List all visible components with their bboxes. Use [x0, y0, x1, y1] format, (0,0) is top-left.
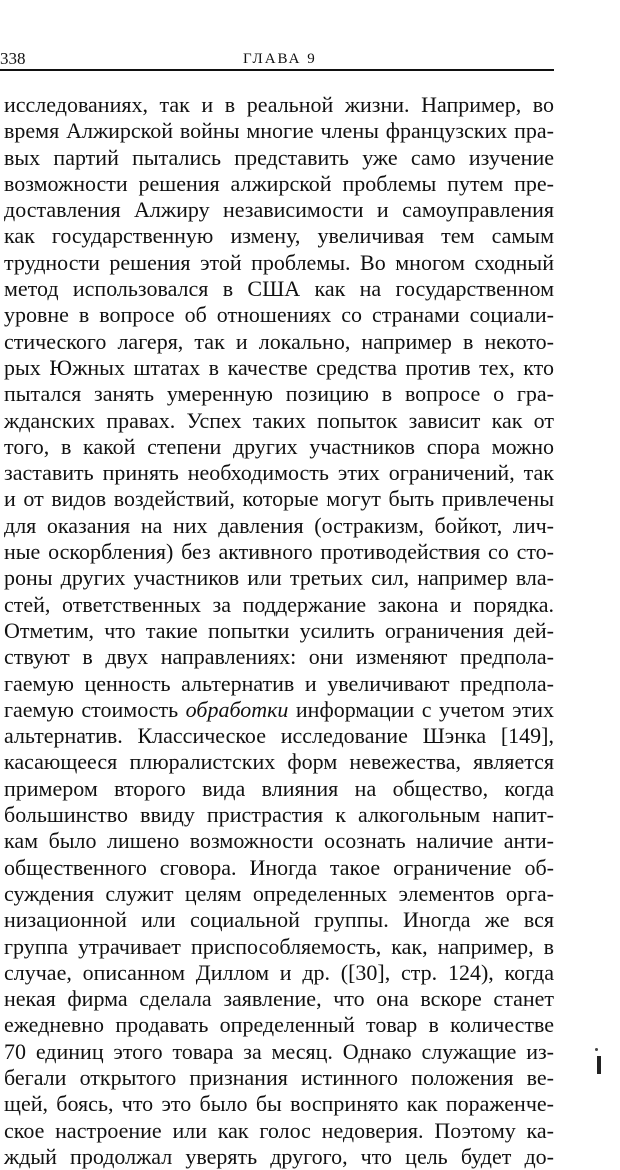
text-line: Отметим, что такие попытки усилить ограничения дей-: [4, 617, 554, 643]
text-line: заставить принять необходимость этих ограничений, так: [4, 460, 554, 486]
text-line: общественного сговора. Иногда такое ограничение об-: [4, 854, 554, 880]
header-rule: [0, 69, 554, 71]
text-line: ствуют в двух направлениях: они изменяют предпола-: [4, 644, 554, 670]
text-line: бегали открытого признания истинного положения ве-: [4, 1064, 554, 1090]
text-line: 70 единиц этого товара за месяц. Однако служащие из-: [4, 1038, 554, 1064]
text-line: и от видов воздействий, которые могут быть привлечены: [4, 486, 554, 512]
text-line: стей, ответственных за поддержание закона и порядка.: [4, 591, 554, 617]
text-line: того, в какой степени других участников спора можно: [4, 433, 554, 459]
text-line: касающееся плюралистских форм невежества, является: [4, 749, 554, 775]
text-line: низационной или социальной группы. Иногда же вся: [4, 907, 554, 933]
text-line: щей, боясь, что это было бы воспринято как пораженче-: [4, 1091, 554, 1117]
text-line: для оказания на них давления (остракизм, бойкот, лич-: [4, 512, 554, 538]
text-line: вых партий пытались представить уже само изучение: [4, 144, 554, 170]
text-line: пытался занять умеренную позицию в вопросе о гра-: [4, 381, 554, 407]
text-line: стического лагеря, так и локально, например в некото-: [4, 328, 554, 354]
scan-mark-dot: [595, 1048, 598, 1051]
text-line: ждый продолжал уверять другого, что цель будет до-: [4, 1143, 554, 1169]
scan-mark: [594, 1048, 602, 1074]
text-line: ные оскорбления) без активного противодействия со сто-: [4, 539, 554, 565]
text-line: случае, описанном Диллом и др. ([30], стр. 124), когда: [4, 959, 554, 985]
text-line: гаемую стоимость обработки информации с учетом этих: [4, 696, 555, 722]
text-line: метод использовался в США как на государственном: [4, 276, 554, 302]
page-number: 338: [0, 49, 26, 68]
text-line: роны других участников или третьих сил, например вла-: [4, 565, 554, 591]
text-line: исследованиях, так и в реальной жизни. Например, во: [4, 92, 554, 117]
text-line: группа утрачивает приспособляемость, как, например, в: [4, 933, 554, 959]
text-line: как государственную измену, увеличивая тем самым: [4, 223, 554, 249]
text-line: время Алжирской войны многие члены французских пра-: [4, 118, 554, 144]
text-line: жданских правах. Успех таких попыток зависит как от: [4, 407, 554, 433]
text-line: рых Южных штатах в качестве средства против тех, кто: [4, 354, 554, 380]
page-header: [0, 48, 554, 70]
body-text: [4, 92, 554, 1170]
text-line: ское настроение или как голос недоверия. Поэтому ка-: [4, 1117, 554, 1143]
running-head: ГЛАВА 9: [243, 51, 317, 67]
text-line: возможности решения алжирской проблемы путем пре-: [4, 170, 554, 196]
text-line: альтернатив. Классическое исследование Шэнка [149],: [4, 723, 554, 749]
text-line: ежедневно продавать определенный товар в количестве: [4, 1012, 554, 1038]
text-line: некая фирма сделала заявление, что она вскоре станет: [4, 986, 554, 1012]
text-line: доставления Алжиру независимости и самоуправления: [4, 197, 554, 223]
scan-mark-stroke: [597, 1056, 601, 1074]
text-line: суждения служит целям определенных элементов орга-: [4, 880, 554, 906]
text-line: гаемую ценность альтернатив и увеличивают предпола-: [4, 670, 554, 696]
text-line: большинство ввиду пристрастия к алкогольным напит-: [4, 802, 554, 828]
text-line: уровне в вопросе об отношениях со странами социали-: [4, 302, 554, 328]
text-line: трудности решения этой проблемы. Во многом сходный: [4, 249, 554, 275]
text-line: примером второго вида влияния на общество, когда: [4, 775, 554, 801]
text-line: кам было лишено возможности осознать наличие анти-: [4, 828, 554, 854]
emphasized-word: обработки: [185, 696, 289, 722]
